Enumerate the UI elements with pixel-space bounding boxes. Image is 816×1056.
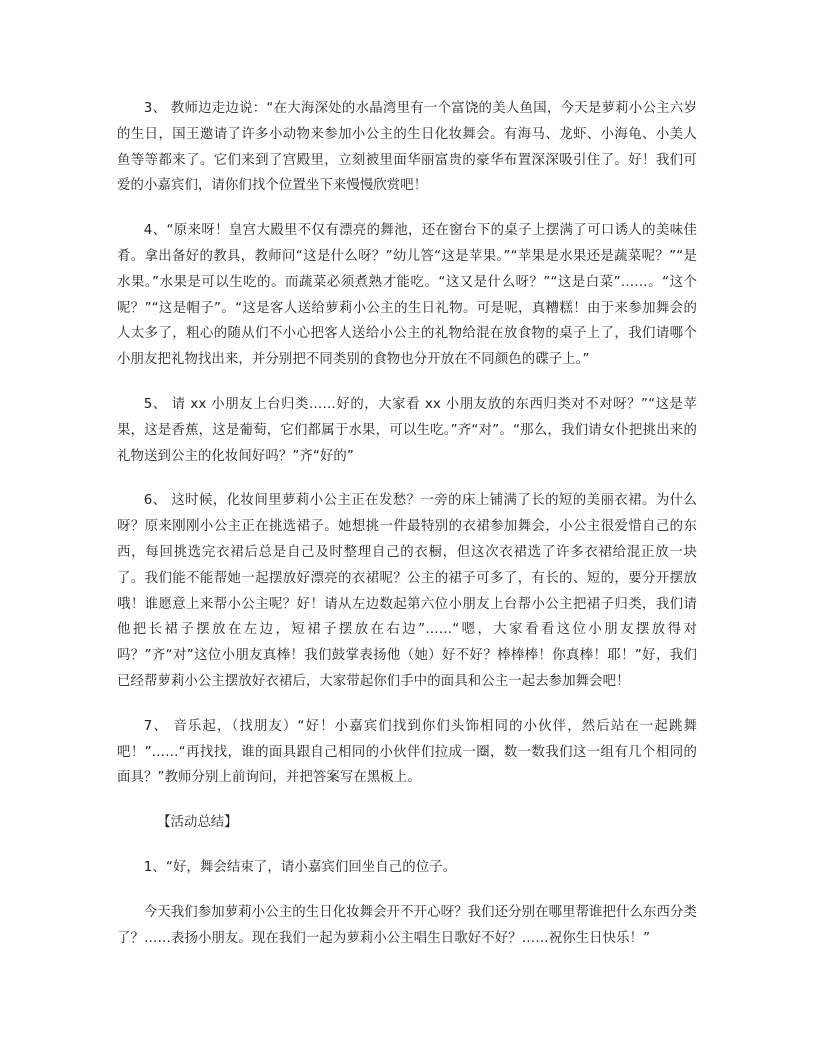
section-heading-summary: 【活动总结】 [157,815,238,831]
paragraph-step-3: 3、 教师边走边说：“在大海深处的水晶湾里有一个富饶的美人鱼国，今天是萝莉小公主六岁的生日，国王邀请了许多小动物来参加小公主的生日化妆舞会。有海马、龙虾、小海龟、小美人鱼等等都来了。它们来到了宫殿里，立刻被里面华丽富贵的豪华布置深深吸引住了。好！我们可爱的小嘉宾们，请你们找个位置坐下来慢慢欣赏吧！ [117,101,697,194]
paragraph-step-7: 7、 音乐起，（找朋友）“好！小嘉宾们找到你们头饰相同的小伙伴，然后站在一起跳舞吧！”……“再找找，谁的面具跟自己相同的小伙伴们拉成一圈，数一数我们这一组有几个相同的面具？”教师分别上前询问，并把答案写在黑板上。 [117,718,697,786]
paragraph-summary-2: 今天我们参加萝莉小公主的生日化妆舞会开不开心呀？我们还分别在哪里帮谁把什么东西分类了？……表扬小朋友。现在我们一起为萝莉小公主唱生日歌好不好？……祝你生日快乐！” [117,904,697,946]
paragraph-step-5: 5、 请 xx 小朋友上台归类……好的，大家看 xx 小朋友放的东西归类对不对呀？”“这是苹果，这是香蕉，这是葡萄，它们都属于水果，可以生吃。”齐“对”。“那么，我们请女仆把挑出来的礼物送到公主的化妆间好吗？”齐“好的” [117,396,697,464]
paragraph-summary-1: 1、“好，舞会结束了，请小嘉宾们回坐自己的位子。 [143,859,457,875]
paragraph-step-4: 4、“原来呀！皇宫大殿里不仅有漂亮的舞池，还在窗台下的桌子上摆满了可口诱人的美味佳肴。拿出备好的教具，教师问“这是什么呀？”幼儿答“这是苹果。”“苹果是水果还是蔬菜呢？”“是水果。”水果是可以生吃的。而蔬菜必须煮熟才能吃。“这又是什么呀？”“这是白菜”……。“这个呢？”“这是帽子”。“这是客人送给萝莉小公主的生日礼物。可是呢，真糟糕！由于来参加舞会的人太多了，粗心的随从们不小心把客人送给小公主的礼物给混在放食物的桌子上了，我们请哪个小朋友把礼物找出来，并分别把不同类别的食物也分开放在不同颜色的碟子上。” [117,223,697,368]
paragraph-step-6: 6、 这时候，化妆间里萝莉小公主正在发愁？一旁的床上铺满了长的短的美丽衣裙。为什么呀？原来刚刚小公主正在挑选裙子。她想挑一件最特别的衣裙参加舞会，小公主很爱惜自己的东西，每回挑选完衣裙后总是自己及时整理自己的衣橱，但这次衣裙选了许多衣裙给混正放一块了。我们能不能帮她一起摆放好漂亮的衣裙呢？公主的裙子可多了，有长的、短的，要分开摆放哦！谁愿意上来帮小公主呢？好！请从左边数起第六位小朋友上台帮小公主把裙子归类，我们请他把长裙子摆放在左边，短裙子摆放在右边”……“嗯，大家看看这位小朋友摆放得对吗？”齐“对”这位小朋友真棒！我们鼓掌表扬他（她）好不好？棒棒棒！你真棒！耶！”好，我们已经帮萝莉小公主摆放好衣裙后，大家带起你们手中的面具和公主一起去参加舞会吧！ [117,493,697,689]
document-body [117,96,697,970]
